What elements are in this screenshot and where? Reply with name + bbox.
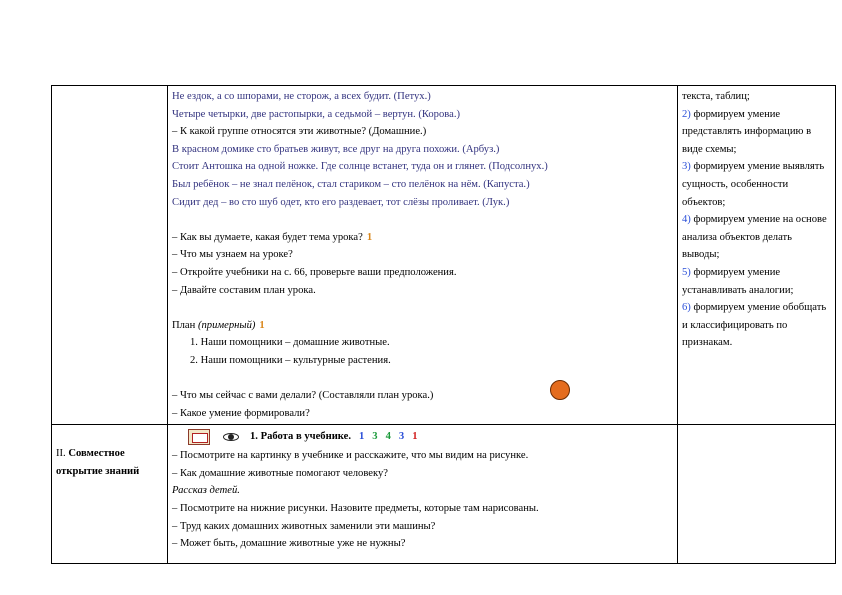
teacher-activity-cell	[168, 425, 678, 564]
level-number: 1	[359, 431, 365, 443]
skill-item: 5) формируем умение устанавливать аналогии;	[682, 266, 794, 296]
stage-cell	[52, 425, 168, 564]
textbook-icon	[188, 429, 210, 445]
riddle-line: Сидит дед – во сто шуб одет, кто его раздевает, тот слёзы проливает. (Лук.)	[172, 196, 510, 208]
task-header	[172, 427, 673, 447]
question-line: – Труд каких домашних животных заменили эти машины?	[172, 520, 436, 532]
table-row	[52, 86, 836, 425]
question-line: – Откройте учебники на с. 66, проверьте ваши предположения.	[172, 266, 457, 278]
plan-item: 1. Наши помощники – домашние животные.	[190, 337, 390, 349]
skill-intro: текста, таблиц;	[682, 91, 750, 102]
question-line: – Что мы узнаем на уроке?	[172, 249, 293, 261]
question-line: – Давайте составим план урока.	[172, 284, 316, 296]
question-line: – Может быть, домашние животные уже не нужны?	[172, 538, 406, 550]
question-line: – Что мы сейчас с вами делали? (Составляли план урока.)	[172, 390, 434, 402]
skills-cell	[678, 425, 836, 564]
level-number: 4	[385, 431, 391, 443]
story-line: Рассказ детей.	[172, 485, 240, 497]
question-line: – Как вы думаете, какая будет тема урока? 1	[172, 231, 373, 243]
task-title: 1. Работа в учебнике.	[250, 431, 351, 443]
skill-item: 2) формируем умение представлять информацию в виде схемы;	[682, 108, 812, 155]
question-line: – К какой группе относятся эти животные? (Домашние.)	[172, 126, 427, 138]
riddle-line: Был ребёнок – не знал пелёнок, стал стариком – сто пелёнок на нём. (Капуста.)	[172, 178, 530, 190]
level-number: 3	[372, 431, 378, 443]
question-line: – Как домашние животные помогают человеку?	[172, 467, 388, 479]
level-number: 3	[398, 431, 405, 443]
question-line: – Какое умение формировали?	[172, 407, 310, 419]
level-number: 1	[412, 431, 418, 443]
orange-circle-marker	[550, 380, 570, 400]
plan-item: 2. Наши помощники – культурные растения.	[190, 354, 391, 366]
skill-item: 6) формируем умение обобщать и классифицировать по признакам.	[682, 302, 827, 349]
level-number: 1	[366, 231, 373, 243]
skills-cell	[678, 86, 836, 425]
stage-cell	[52, 86, 168, 425]
question-line: – Посмотрите на картинку в учебнике и расскажите, что мы видим на рисунке.	[172, 450, 529, 462]
level-number: 1	[259, 319, 265, 331]
stage-label: II. Совместное открытие знаний	[56, 448, 140, 477]
lesson-plan-table	[51, 85, 836, 564]
riddle-line: Четыре четырки, две растопырки, а седьмой – вертун. (Корова.)	[172, 108, 461, 120]
question-line: – Посмотрите на нижние рисунки. Назовите предметы, которые там нарисованы.	[172, 503, 539, 515]
riddle-line: В красном домике сто братьев живут, все друг на друга похожи. (Арбуз.)	[172, 143, 500, 155]
eye-icon	[222, 430, 240, 444]
teacher-activity-cell	[168, 86, 678, 425]
plan-heading: План (примерный) 1	[172, 319, 265, 331]
riddle-line: Стоит Антошка на одной ножке. Где солнце встанет, туда он и глянет. (Подсолнух.)	[172, 161, 548, 173]
riddle-line: Не ездок, а со шпорами, не сторож, а всех будит. (Петух.)	[172, 91, 431, 102]
skill-item: 3) формируем умение выявлять сущность, особенности объектов;	[682, 161, 825, 208]
skill-item: 4) формируем умение на основе анализа объектов делать выводы;	[682, 214, 827, 261]
table-row	[52, 425, 836, 564]
